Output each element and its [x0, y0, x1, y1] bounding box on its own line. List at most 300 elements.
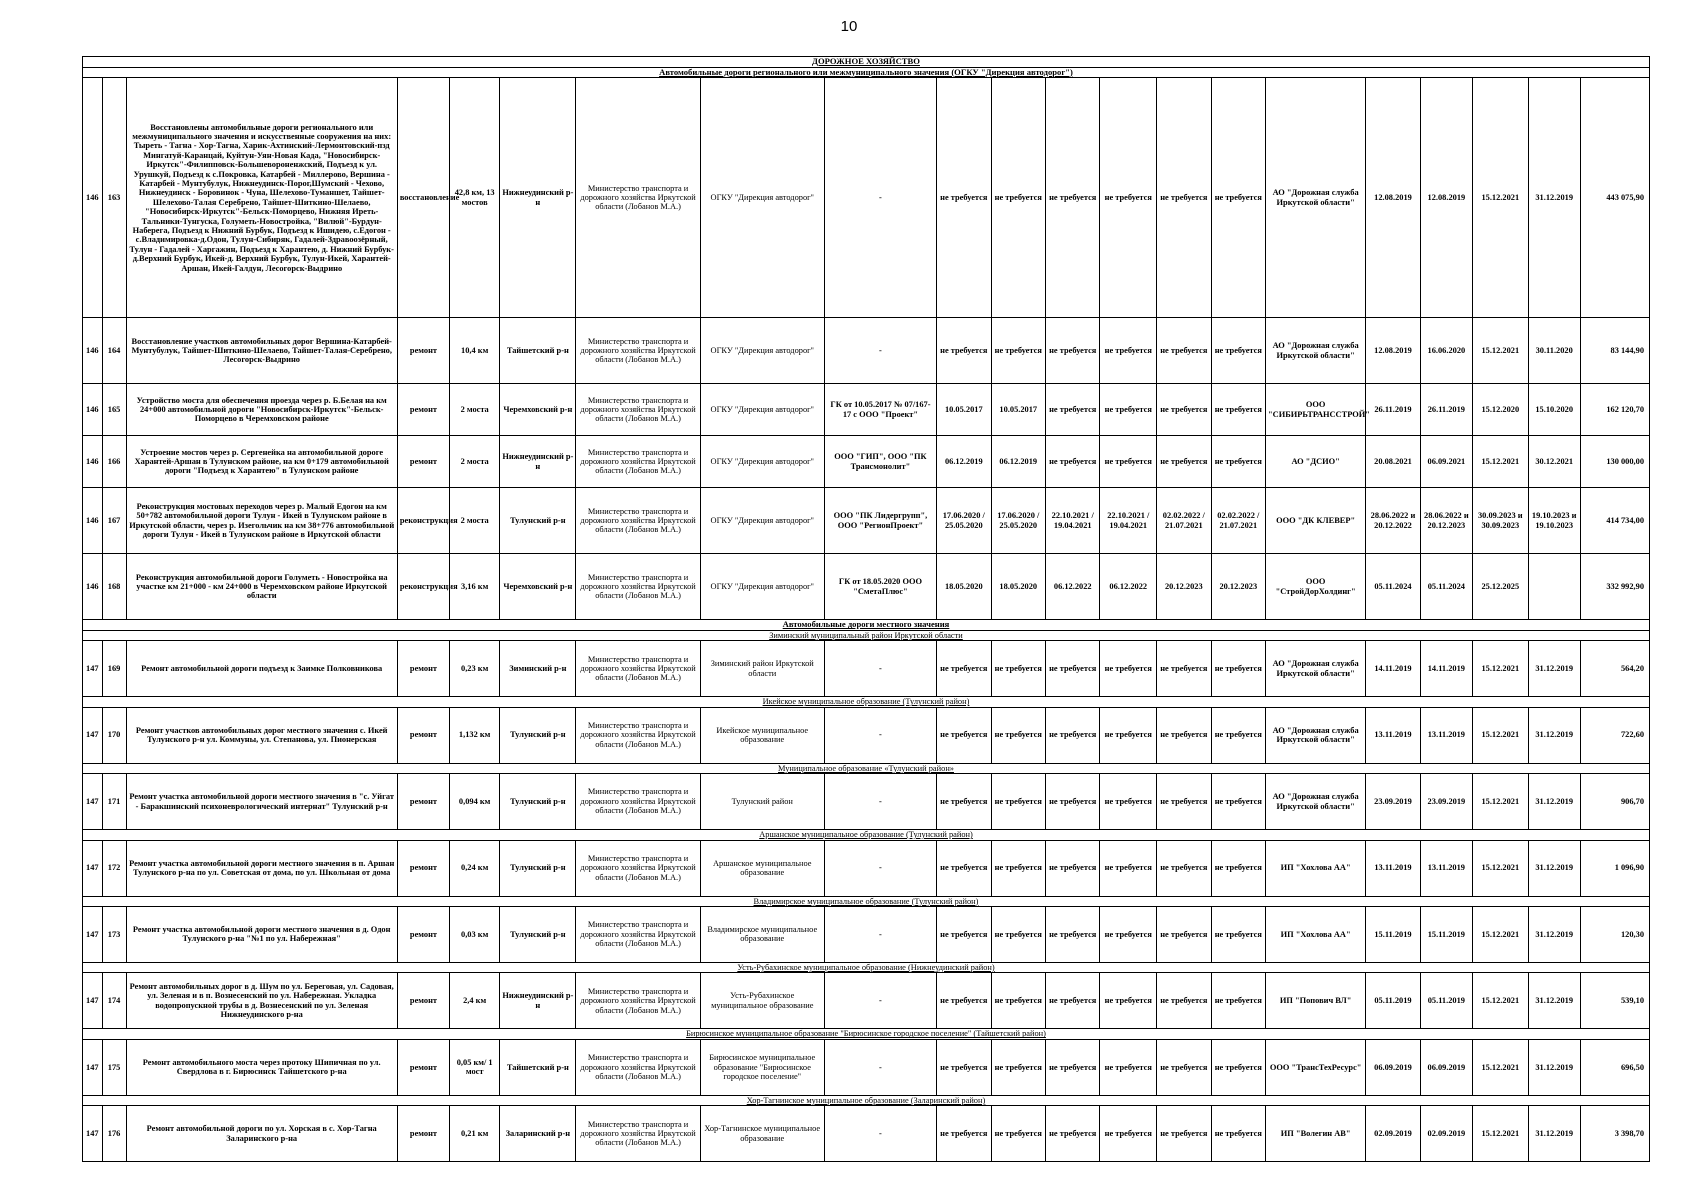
- completion-plan: 15.12.2021: [1473, 436, 1529, 488]
- work-description: Ремонт автомобильного моста через протоку Шипичная по ул. Свердлова в г. Бирюсинск Тайшетского р-на: [126, 1039, 397, 1095]
- design-end: не требуется: [991, 78, 1045, 318]
- completion-plan: 15.12.2021: [1473, 318, 1529, 384]
- municipality-header-row: [83, 763, 1650, 773]
- work-type: ремонт: [397, 318, 449, 384]
- design-contract: -: [824, 840, 936, 896]
- table-body: [83, 57, 1650, 1162]
- regional-roads-title: Автомобильные дороги регионального или межмуниципального значения (ОГКУ "Дирекция автодорог"): [83, 67, 1650, 78]
- contractor: ИП "Волегин АВ": [1266, 1106, 1366, 1162]
- work-description: Восстановление участков автомобильных дорог Вершина-Катарбей-Мунтубулук, Тайшет-Шиткино-Шелаево, Тайшет-Талая-Серебрено, Лесогорск-Выдрино: [126, 318, 397, 384]
- design-start: не требуется: [937, 774, 991, 830]
- municipality-header-row: [83, 630, 1650, 640]
- work-start-fact: 28.06.2022 и 20.12.2023: [1420, 488, 1472, 554]
- amount: 443 075,90: [1580, 78, 1649, 318]
- customer: Тулунский район: [700, 774, 824, 830]
- permit-start: не требуется: [1157, 840, 1211, 896]
- municipality-title: Бирюсинское муниципальное образование "Бирюсинское городское поселение" (Тайшетский район): [83, 1029, 1650, 1039]
- permit-end: не требуется: [1211, 707, 1265, 763]
- work-start-plan: 20.08.2021: [1366, 436, 1420, 488]
- permit-end: не требуется: [1211, 973, 1265, 1029]
- completion-plan: 15.12.2021: [1473, 1106, 1529, 1162]
- district: Черемховский р-н: [500, 384, 576, 436]
- work-start-plan: 14.11.2019: [1366, 641, 1420, 697]
- design-contract: ГК от 18.05.2020 ООО "СметаПлюс": [824, 554, 936, 620]
- contractor: АО "Дорожная служба Иркутской области": [1266, 641, 1366, 697]
- work-type: ремонт: [397, 641, 449, 697]
- customer: ОГКУ "Дирекция автодорог": [700, 488, 824, 554]
- work-description: Реконструкция мостовых переходов через р. Малый Едогон на км 50+782 автомобильной дороги Тулун - Икей в Тулунском районе в Иркутской области, через р. Изегольчик на км 38+776 автомобильной дороги Тулун - Икей в Тулунском районе в Иркутской области: [126, 488, 397, 554]
- responsible-ministry: Министерство транспорта и дорожного хозяйства Иркутской области (Лобанов М.А.): [576, 973, 700, 1029]
- design-contract: -: [824, 78, 936, 318]
- district: Тулунский р-н: [500, 707, 576, 763]
- work-type: ремонт: [397, 774, 449, 830]
- municipality-title: Муниципальное образование «Тулунский район»: [83, 763, 1650, 773]
- completion-plan: 15.12.2021: [1473, 840, 1529, 896]
- work-volume: 1,132 км: [450, 707, 500, 763]
- work-volume: 0,23 км: [450, 641, 500, 697]
- completion-fact: 31.12.2019: [1528, 707, 1580, 763]
- permit-start: не требуется: [1157, 78, 1211, 318]
- design-start: не требуется: [937, 973, 991, 1029]
- completion-plan: 15.12.2021: [1473, 707, 1529, 763]
- permit-start: не требуется: [1157, 774, 1211, 830]
- section-number: 146: [83, 436, 103, 488]
- item-number: 174: [102, 973, 126, 1029]
- work-start-plan: 23.09.2019: [1366, 774, 1420, 830]
- work-type: ремонт: [397, 436, 449, 488]
- work-description: Реконструкция автомобильной дороги Голуметь - Новостройка на участке км 21+000 - км 24+000 в Черемховском районе Иркутской области: [126, 554, 397, 620]
- design-end: не требуется: [991, 1106, 1045, 1162]
- permit-end: не требуется: [1211, 1106, 1265, 1162]
- section-number: 147: [83, 641, 103, 697]
- section-title: ДОРОЖНОЕ ХОЗЯЙСТВО: [83, 57, 1650, 68]
- completion-fact: 31.12.2019: [1528, 973, 1580, 1029]
- design-end: не требуется: [991, 641, 1045, 697]
- expertise-start: не требуется: [1045, 641, 1099, 697]
- item-number: 172: [102, 840, 126, 896]
- item-number: 173: [102, 906, 126, 962]
- customer: Усть-Рубахинское муниципальное образование: [700, 973, 824, 1029]
- permit-end: не требуется: [1211, 840, 1265, 896]
- table-row: [83, 436, 1650, 488]
- municipality-header-row: [83, 1095, 1650, 1105]
- completion-fact: 19.10.2023 и 19.10.2023: [1528, 488, 1580, 554]
- table-row: [83, 554, 1650, 620]
- completion-fact: 31.12.2019: [1528, 774, 1580, 830]
- work-volume: 10,4 км: [450, 318, 500, 384]
- amount: 332 992,90: [1580, 554, 1649, 620]
- customer: Хор-Тагнинское муниципальное образование: [700, 1106, 824, 1162]
- work-volume: 2 моста: [450, 436, 500, 488]
- work-start-plan: 12.08.2019: [1366, 78, 1420, 318]
- completion-plan: 15.12.2021: [1473, 78, 1529, 318]
- district: Зиминский р-н: [500, 641, 576, 697]
- responsible-ministry: Министерство транспорта и дорожного хозяйства Иркутской области (Лобанов М.А.): [576, 318, 700, 384]
- responsible-ministry: Министерство транспорта и дорожного хозяйства Иркутской области (Лобанов М.А.): [576, 554, 700, 620]
- district: Тулунский р-н: [500, 840, 576, 896]
- district: Тайшетский р-н: [500, 1039, 576, 1095]
- design-end: не требуется: [991, 840, 1045, 896]
- item-number: 165: [102, 384, 126, 436]
- design-start: 18.05.2020: [937, 554, 991, 620]
- table-row: [83, 707, 1650, 763]
- completion-plan: 15.12.2021: [1473, 906, 1529, 962]
- expertise-start: не требуется: [1045, 436, 1099, 488]
- permit-end: не требуется: [1211, 436, 1265, 488]
- work-volume: 0,094 км: [450, 774, 500, 830]
- amount: 162 120,70: [1580, 384, 1649, 436]
- section-number: 147: [83, 906, 103, 962]
- expertise-start: не требуется: [1045, 384, 1099, 436]
- expertise-end: не требуется: [1100, 1039, 1157, 1095]
- item-number: 167: [102, 488, 126, 554]
- work-type: ремонт: [397, 906, 449, 962]
- design-start: не требуется: [937, 78, 991, 318]
- page-number: 10: [840, 18, 858, 35]
- section-number: 147: [83, 840, 103, 896]
- work-type: ремонт: [397, 1039, 449, 1095]
- work-start-fact: 06.09.2021: [1420, 436, 1472, 488]
- municipality-header-row: [83, 896, 1650, 906]
- contractor: АО "Дорожная служба Иркутской области": [1266, 318, 1366, 384]
- expertise-end: не требуется: [1100, 707, 1157, 763]
- municipality-header-row: [83, 697, 1650, 707]
- contractor: ООО "ДК КЛЕВЕР": [1266, 488, 1366, 554]
- work-start-fact: 02.09.2019: [1420, 1106, 1472, 1162]
- section-number: 147: [83, 1039, 103, 1095]
- expertise-start: не требуется: [1045, 973, 1099, 1029]
- work-description: Восстановлены автомобильные дороги регионального или межмуниципального значения и искусственные сооружения на них: Тыреть - Тагна - Хор-Тагна, Харик-Ахтинский-Лермонтовский-пзд Мингатуй-Каранцай, Куйтун-Уян-Новая Када, "Новосибирск-Иркутск"-Филипповск-Большевороненжский, Подъезд к ул. Урушкуй, Подъезд к с.Покровка, Катарбей - Миллерово, Вершина - Катарбей - Мунтубулук, Нижнеудинск-Порог,Шумский - Чехово, Нижнеудинск - Боровинок - Чуна, Шелехово-Туманшет, Тайшет-Шелехово-Талая Серебрено, Тайшет-Шиткино-Шелаево, "Новосибирск-Иркутск"-Бельск-Поморцево, Нижняя Иреть-Тальники-Тунгуска, Голуметь-Новостройка, "Вилюй"-Бурдун-Наберега, Подъезд к Нижний Бурбук, Подъезд к Ишидею, с.Едогон - с.Владимировка-д.Одон, Тулун-Сибиряк, Гадалей-Здравоозёрный, Тулун - Гадалей - Харгажин, Подъезд к Харантею, д. Нижний Бурбук-д.Верхний Бурбук, Икей-д. Верхний Бурбук, Тулун-Икей, Харантей-Аршан, Икей-Галдун, Лесогорск-Выдрино: [126, 78, 397, 318]
- work-start-plan: 02.09.2019: [1366, 1106, 1420, 1162]
- design-end: не требуется: [991, 774, 1045, 830]
- work-start-fact: 06.09.2019: [1420, 1039, 1472, 1095]
- contractor: АО "Дорожная служба Иркутской области": [1266, 774, 1366, 830]
- completion-fact: 31.12.2019: [1528, 1039, 1580, 1095]
- customer: ОГКУ "Дирекция автодорог": [700, 436, 824, 488]
- amount: 696,50: [1580, 1039, 1649, 1095]
- work-start-plan: 26.11.2019: [1366, 384, 1420, 436]
- permit-start: не требуется: [1157, 1039, 1211, 1095]
- amount: 906,70: [1580, 774, 1649, 830]
- design-contract: -: [824, 1039, 936, 1095]
- completion-fact: 31.12.2019: [1528, 840, 1580, 896]
- item-number: 171: [102, 774, 126, 830]
- work-type: восстановление: [397, 78, 449, 318]
- permit-start: не требуется: [1157, 1106, 1211, 1162]
- expertise-start: 06.12.2022: [1045, 554, 1099, 620]
- completion-plan: 15.12.2021: [1473, 1039, 1529, 1095]
- amount: 3 398,70: [1580, 1106, 1649, 1162]
- responsible-ministry: Министерство транспорта и дорожного хозяйства Иркутской области (Лобанов М.А.): [576, 488, 700, 554]
- item-number: 163: [102, 78, 126, 318]
- work-start-fact: 13.11.2019: [1420, 840, 1472, 896]
- customer: ОГКУ "Дирекция автодорог": [700, 554, 824, 620]
- municipality-title: Аршанское муниципальное образование (Тулунский район): [83, 830, 1650, 840]
- work-start-fact: 13.11.2019: [1420, 707, 1472, 763]
- work-start-plan: 06.09.2019: [1366, 1039, 1420, 1095]
- design-contract: -: [824, 973, 936, 1029]
- work-volume: 2,4 км: [450, 973, 500, 1029]
- work-type: ремонт: [397, 707, 449, 763]
- completion-plan: 30.09.2023 и 30.09.2023: [1473, 488, 1529, 554]
- design-end: 17.06.2020 / 25.05.2020: [991, 488, 1045, 554]
- section-number: 146: [83, 78, 103, 318]
- completion-plan: 15.12.2021: [1473, 973, 1529, 1029]
- design-end: не требуется: [991, 707, 1045, 763]
- work-start-plan: 05.11.2019: [1366, 973, 1420, 1029]
- amount: 130 000,00: [1580, 436, 1649, 488]
- road-works-table: [82, 56, 1650, 1162]
- completion-fact: [1528, 554, 1580, 620]
- design-start: 17.06.2020 / 25.05.2020: [937, 488, 991, 554]
- table-row: [83, 973, 1650, 1029]
- work-start-fact: 15.11.2019: [1420, 906, 1472, 962]
- design-start: не требуется: [937, 906, 991, 962]
- design-start: 06.12.2019: [937, 436, 991, 488]
- local-roads-title: Автомобильные дороги местного значения: [83, 620, 1650, 631]
- work-description: Ремонт автомобильных дорог в д. Шум по ул. Береговая, ул. Садовая, ул. Зеленая и в п. Вознесенский по ул. Набережная. Укладка водопропускной трубы в д. Вознесенский по ул. Зеленая Нижнеудинского р-на: [126, 973, 397, 1029]
- contractor: ООО "ТрансТехРесурс": [1266, 1039, 1366, 1095]
- completion-fact: 30.11.2020: [1528, 318, 1580, 384]
- work-volume: 3,16 км: [450, 554, 500, 620]
- expertise-end: не требуется: [1100, 973, 1157, 1029]
- expertise-start: 22.10.2021 / 19.04.2021: [1045, 488, 1099, 554]
- work-start-fact: 12.08.2019: [1420, 78, 1472, 318]
- work-description: Ремонт автомобильной дороги по ул. Хорская в с. Хор-Тагна Заларинского р-на: [126, 1106, 397, 1162]
- table-row: [83, 1106, 1650, 1162]
- design-contract: -: [824, 1106, 936, 1162]
- section-number: 147: [83, 774, 103, 830]
- expertise-start: не требуется: [1045, 840, 1099, 896]
- responsible-ministry: Министерство транспорта и дорожного хозяйства Иркутской области (Лобанов М.А.): [576, 384, 700, 436]
- work-start-plan: 15.11.2019: [1366, 906, 1420, 962]
- design-contract: ГК от 10.05.2017 № 07/167-17 с ООО "Проект": [824, 384, 936, 436]
- table-row: [83, 78, 1650, 318]
- contractor: ИП "Хохлова АА": [1266, 840, 1366, 896]
- table-row: [83, 840, 1650, 896]
- permit-start: не требуется: [1157, 707, 1211, 763]
- work-type: ремонт: [397, 973, 449, 1029]
- work-start-fact: 23.09.2019: [1420, 774, 1472, 830]
- table-row: [83, 488, 1650, 554]
- contractor: АО "Дорожная служба Иркутской области": [1266, 78, 1366, 318]
- permit-start: 20.12.2023: [1157, 554, 1211, 620]
- item-number: 169: [102, 641, 126, 697]
- design-start: не требуется: [937, 1106, 991, 1162]
- permit-end: 02.02.2022 / 21.07.2021: [1211, 488, 1265, 554]
- district: Тулунский р-н: [500, 906, 576, 962]
- permit-start: не требуется: [1157, 973, 1211, 1029]
- permit-start: не требуется: [1157, 906, 1211, 962]
- district: Заларинский р-н: [500, 1106, 576, 1162]
- expertise-end: не требуется: [1100, 906, 1157, 962]
- expertise-start: не требуется: [1045, 906, 1099, 962]
- work-description: Ремонт участка автомобильной дороги местного значения в "с. Уйгат - Баракшинский психоневрологический интернат" Тулунский р-н: [126, 774, 397, 830]
- work-type: ремонт: [397, 840, 449, 896]
- completion-fact: 31.12.2019: [1528, 906, 1580, 962]
- responsible-ministry: Министерство транспорта и дорожного хозяйства Иркутской области (Лобанов М.А.): [576, 1106, 700, 1162]
- municipality-title: Хор-Тагнинское муниципальное образование (Заларинский район): [83, 1095, 1650, 1105]
- item-number: 168: [102, 554, 126, 620]
- section-number: 146: [83, 488, 103, 554]
- design-start: не требуется: [937, 707, 991, 763]
- design-contract: -: [824, 641, 936, 697]
- design-start: не требуется: [937, 318, 991, 384]
- municipality-title: Усть-Рубахинское муниципальное образование (Нижнеудинский район): [83, 962, 1650, 972]
- customer: Зиминский район Иркутской области: [700, 641, 824, 697]
- item-number: 164: [102, 318, 126, 384]
- district: Нижнеудинский р-н: [500, 436, 576, 488]
- completion-fact: 15.10.2020: [1528, 384, 1580, 436]
- amount: 1 096,90: [1580, 840, 1649, 896]
- district: Черемховский р-н: [500, 554, 576, 620]
- table-row: [83, 641, 1650, 697]
- expertise-end: не требуется: [1100, 78, 1157, 318]
- permit-end: не требуется: [1211, 384, 1265, 436]
- completion-plan: 25.12.2025: [1473, 554, 1529, 620]
- design-contract: -: [824, 906, 936, 962]
- design-end: не требуется: [991, 1039, 1045, 1095]
- responsible-ministry: Министерство транспорта и дорожного хозяйства Иркутской области (Лобанов М.А.): [576, 840, 700, 896]
- municipality-title: Икейское муниципальное образование (Тулунский район): [83, 697, 1650, 707]
- contractor: ООО "СтройДорХолдинг": [1266, 554, 1366, 620]
- municipality-header-row: [83, 962, 1650, 972]
- table-row: [83, 318, 1650, 384]
- work-description: Ремонт участка автомобильной дороги местного значения в п. Аршан Тулунского р-на по ул. Советская от дома, по ул. Школьная от дома: [126, 840, 397, 896]
- contractor: ИП "Хохлова АА": [1266, 906, 1366, 962]
- design-contract: ООО "ГИП", ООО "ПК Трансмонолит": [824, 436, 936, 488]
- completion-plan: 15.12.2021: [1473, 774, 1529, 830]
- work-description: Ремонт участков автомобильных дорог местного значения с. Икей Тулунского р-н ул. Коммуны, ул. Степанова, ул. Пионерская: [126, 707, 397, 763]
- design-end: не требуется: [991, 318, 1045, 384]
- completion-fact: 31.12.2019: [1528, 641, 1580, 697]
- permit-start: не требуется: [1157, 436, 1211, 488]
- permit-start: 02.02.2022 / 21.07.2021: [1157, 488, 1211, 554]
- responsible-ministry: Министерство транспорта и дорожного хозяйства Иркутской области (Лобанов М.А.): [576, 436, 700, 488]
- design-start: не требуется: [937, 641, 991, 697]
- amount: 722,60: [1580, 707, 1649, 763]
- work-volume: 0,03 км: [450, 906, 500, 962]
- table-row: [83, 384, 1650, 436]
- expertise-start: не требуется: [1045, 1039, 1099, 1095]
- design-contract: -: [824, 707, 936, 763]
- table-row: [83, 774, 1650, 830]
- expertise-end: не требуется: [1100, 840, 1157, 896]
- district: Тулунский р-н: [500, 774, 576, 830]
- design-end: 18.05.2020: [991, 554, 1045, 620]
- item-number: 166: [102, 436, 126, 488]
- completion-fact: 31.12.2019: [1528, 1106, 1580, 1162]
- item-number: 175: [102, 1039, 126, 1095]
- permit-start: не требуется: [1157, 641, 1211, 697]
- local-header-row: [83, 620, 1650, 631]
- permit-end: 20.12.2023: [1211, 554, 1265, 620]
- amount: 539,10: [1580, 973, 1649, 1029]
- district: Нижнеудинский р-н: [500, 78, 576, 318]
- expertise-start: не требуется: [1045, 78, 1099, 318]
- amount: 83 144,90: [1580, 318, 1649, 384]
- responsible-ministry: Министерство транспорта и дорожного хозяйства Иркутской области (Лобанов М.А.): [576, 707, 700, 763]
- work-start-plan: 13.11.2019: [1366, 840, 1420, 896]
- table-row: [83, 906, 1650, 962]
- regional-header-row: [83, 67, 1650, 78]
- responsible-ministry: Министерство транспорта и дорожного хозяйства Иркутской области (Лобанов М.А.): [576, 1039, 700, 1095]
- work-start-fact: 14.11.2019: [1420, 641, 1472, 697]
- work-start-plan: 05.11.2024: [1366, 554, 1420, 620]
- work-start-fact: 16.06.2020: [1420, 318, 1472, 384]
- work-start-fact: 05.11.2019: [1420, 973, 1472, 1029]
- section-number: 146: [83, 318, 103, 384]
- expertise-start: не требуется: [1045, 1106, 1099, 1162]
- work-description: Устроение мостов через р. Сергенейка на автомобильной дороге Харантей-Аршан в Тулунском районе, на км 0+179 автомобильной дороги "Подъезд к Харантею" в Тулунском районе: [126, 436, 397, 488]
- permit-end: не требуется: [1211, 774, 1265, 830]
- section-number: 147: [83, 973, 103, 1029]
- work-volume: 2 моста: [450, 384, 500, 436]
- permit-end: не требуется: [1211, 1039, 1265, 1095]
- section-number: 146: [83, 554, 103, 620]
- completion-fact: 31.12.2019: [1528, 78, 1580, 318]
- municipality-header-row: [83, 1029, 1650, 1039]
- section-number: 147: [83, 707, 103, 763]
- design-end: не требуется: [991, 906, 1045, 962]
- work-start-plan: 12.08.2019: [1366, 318, 1420, 384]
- work-volume: 0,21 км: [450, 1106, 500, 1162]
- completion-plan: 15.12.2021: [1473, 641, 1529, 697]
- contractor: ООО "СИБИРЬТРАНССТРОЙ": [1266, 384, 1366, 436]
- district: Нижнеудинский р-н: [500, 973, 576, 1029]
- permit-end: не требуется: [1211, 641, 1265, 697]
- responsible-ministry: Министерство транспорта и дорожного хозяйства Иркутской области (Лобанов М.А.): [576, 78, 700, 318]
- work-description: Ремонт автомобильной дороги подъезд к Заимке Полковникова: [126, 641, 397, 697]
- expertise-end: не требуется: [1100, 318, 1157, 384]
- customer: Бирюсинское муниципальное образование "Бирюсинское городское поселение": [700, 1039, 824, 1095]
- work-start-plan: 28.06.2022 и 20.12.2022: [1366, 488, 1420, 554]
- district: Тайшетский р-н: [500, 318, 576, 384]
- permit-start: не требуется: [1157, 384, 1211, 436]
- design-start: не требуется: [937, 1039, 991, 1095]
- expertise-end: не требуется: [1100, 384, 1157, 436]
- work-start-fact: 26.11.2019: [1420, 384, 1472, 436]
- work-volume: 0,05 км/ 1 мост: [450, 1039, 500, 1095]
- expertise-start: не требуется: [1045, 707, 1099, 763]
- work-volume: 42,8 км, 13 мостов: [450, 78, 500, 318]
- item-number: 176: [102, 1106, 126, 1162]
- permit-end: не требуется: [1211, 318, 1265, 384]
- work-volume: 0,24 км: [450, 840, 500, 896]
- document-sheet: [82, 56, 1650, 1162]
- customer: Аршанское муниципальное образование: [700, 840, 824, 896]
- responsible-ministry: Министерство транспорта и дорожного хозяйства Иркутской области (Лобанов М.А.): [576, 906, 700, 962]
- customer: ОГКУ "Дирекция автодорог": [700, 318, 824, 384]
- expertise-end: не требуется: [1100, 641, 1157, 697]
- district: Тулунский р-н: [500, 488, 576, 554]
- work-volume: 2 моста: [450, 488, 500, 554]
- customer: Владимирское муниципальное образование: [700, 906, 824, 962]
- expertise-start: не требуется: [1045, 774, 1099, 830]
- work-type: реконструкция: [397, 488, 449, 554]
- work-type: ремонт: [397, 1106, 449, 1162]
- work-description: Устройство моста для обеспечения проезда через р. Б.Белая на км 24+000 автомобильной дороги "Новосибирск-Иркутск"-Бельск-Поморцево в Черемховском районе: [126, 384, 397, 436]
- expertise-end: 22.10.2021 / 19.04.2021: [1100, 488, 1157, 554]
- customer: ОГКУ "Дирекция автодорог": [700, 384, 824, 436]
- design-contract: -: [824, 774, 936, 830]
- work-type: ремонт: [397, 384, 449, 436]
- design-start: 10.05.2017: [937, 384, 991, 436]
- permit-end: не требуется: [1211, 906, 1265, 962]
- expertise-end: не требуется: [1100, 436, 1157, 488]
- design-end: не требуется: [991, 973, 1045, 1029]
- expertise-end: не требуется: [1100, 1106, 1157, 1162]
